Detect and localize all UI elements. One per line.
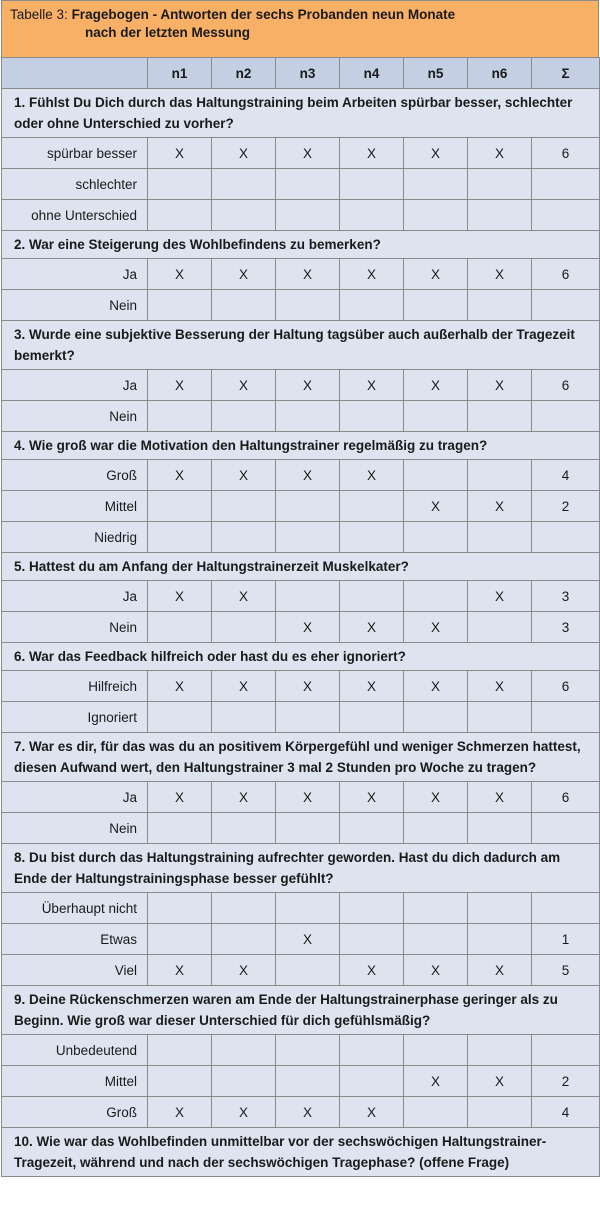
header-sum: Σ xyxy=(532,58,600,89)
table-container xyxy=(1,0,599,1177)
response-cell-n5 xyxy=(404,581,468,612)
response-cell-n3 xyxy=(276,893,340,924)
answer-row xyxy=(2,612,600,643)
sum-cell: 6 xyxy=(532,370,600,401)
header-n5: n5 xyxy=(404,58,468,89)
response-cell-n4 xyxy=(340,893,404,924)
response-cell-n1 xyxy=(148,813,212,844)
response-cell-n4 xyxy=(340,200,404,231)
answer-row xyxy=(2,1066,600,1097)
response-cell-n4 xyxy=(340,581,404,612)
answer-label: spürbar besser xyxy=(2,138,148,169)
answer-label: Nein xyxy=(2,813,148,844)
response-cell-n2 xyxy=(212,893,276,924)
response-cell-n1: X xyxy=(148,259,212,290)
response-cell-n1: X xyxy=(148,1097,212,1128)
answer-row xyxy=(2,1035,600,1066)
response-cell-n3 xyxy=(276,491,340,522)
response-cell-n1: X xyxy=(148,581,212,612)
response-cell-n5: X xyxy=(404,491,468,522)
question-row xyxy=(2,1128,600,1177)
response-cell-n2: X xyxy=(212,259,276,290)
response-cell-n2: X xyxy=(212,782,276,813)
response-cell-n3 xyxy=(276,522,340,553)
response-cell-n6 xyxy=(468,1097,532,1128)
sum-cell: 6 xyxy=(532,782,600,813)
response-cell-n2 xyxy=(212,1066,276,1097)
response-cell-n1 xyxy=(148,401,212,432)
response-cell-n5 xyxy=(404,290,468,321)
header-blank xyxy=(2,58,148,89)
response-cell-n3 xyxy=(276,813,340,844)
response-cell-n2: X xyxy=(212,370,276,401)
answer-label: Ja xyxy=(2,782,148,813)
answer-row xyxy=(2,522,600,553)
response-cell-n6 xyxy=(468,401,532,432)
sum-cell: 6 xyxy=(532,138,600,169)
response-cell-n1 xyxy=(148,169,212,200)
sum-cell xyxy=(532,522,600,553)
response-cell-n2: X xyxy=(212,138,276,169)
response-cell-n5: X xyxy=(404,1066,468,1097)
response-cell-n4 xyxy=(340,702,404,733)
sum-cell: 3 xyxy=(532,581,600,612)
response-cell-n2 xyxy=(212,522,276,553)
response-cell-n2: X xyxy=(212,581,276,612)
response-cell-n1 xyxy=(148,702,212,733)
response-cell-n3: X xyxy=(276,370,340,401)
answer-row xyxy=(2,491,600,522)
caption-line1: Fragebogen - Antworten der sechs Probanden neun Monate xyxy=(71,7,456,22)
sum-cell xyxy=(532,893,600,924)
response-cell-n1: X xyxy=(148,370,212,401)
response-cell-n3 xyxy=(276,1035,340,1066)
response-cell-n4 xyxy=(340,401,404,432)
answer-row xyxy=(2,370,600,401)
response-cell-n3 xyxy=(276,581,340,612)
response-cell-n5 xyxy=(404,1097,468,1128)
response-cell-n3: X xyxy=(276,259,340,290)
response-cell-n6 xyxy=(468,924,532,955)
response-cell-n4 xyxy=(340,522,404,553)
answer-label: Etwas xyxy=(2,924,148,955)
questionnaire-table xyxy=(1,57,600,1177)
response-cell-n3 xyxy=(276,955,340,986)
sum-cell xyxy=(532,169,600,200)
answer-row xyxy=(2,782,600,813)
header-n2: n2 xyxy=(212,58,276,89)
response-cell-n5 xyxy=(404,401,468,432)
response-cell-n3 xyxy=(276,702,340,733)
answer-row xyxy=(2,401,600,432)
response-cell-n6: X xyxy=(468,259,532,290)
response-cell-n4: X xyxy=(340,370,404,401)
response-cell-n4: X xyxy=(340,612,404,643)
answer-row xyxy=(2,924,600,955)
sum-cell xyxy=(532,200,600,231)
response-cell-n5: X xyxy=(404,955,468,986)
sum-cell: 6 xyxy=(532,259,600,290)
response-cell-n3 xyxy=(276,290,340,321)
response-cell-n1 xyxy=(148,491,212,522)
response-cell-n2 xyxy=(212,813,276,844)
response-cell-n6 xyxy=(468,893,532,924)
answer-label: Ignoriert xyxy=(2,702,148,733)
response-cell-n1 xyxy=(148,200,212,231)
sum-cell: 4 xyxy=(532,460,600,491)
response-cell-n2: X xyxy=(212,1097,276,1128)
response-cell-n4 xyxy=(340,1066,404,1097)
answer-row xyxy=(2,581,600,612)
question-row xyxy=(2,89,600,138)
response-cell-n5 xyxy=(404,1035,468,1066)
response-cell-n3: X xyxy=(276,138,340,169)
answer-label: ohne Unterschied xyxy=(2,200,148,231)
response-cell-n2: X xyxy=(212,671,276,702)
response-cell-n5 xyxy=(404,522,468,553)
response-cell-n3: X xyxy=(276,1097,340,1128)
response-cell-n4 xyxy=(340,491,404,522)
response-cell-n1 xyxy=(148,1066,212,1097)
answer-label: Groß xyxy=(2,1097,148,1128)
response-cell-n5 xyxy=(404,924,468,955)
response-cell-n2 xyxy=(212,401,276,432)
response-cell-n4: X xyxy=(340,1097,404,1128)
response-cell-n4 xyxy=(340,924,404,955)
response-cell-n2 xyxy=(212,612,276,643)
answer-label: Nein xyxy=(2,290,148,321)
sum-cell: 1 xyxy=(532,924,600,955)
answer-row xyxy=(2,671,600,702)
response-cell-n2 xyxy=(212,200,276,231)
response-cell-n5: X xyxy=(404,782,468,813)
response-cell-n3: X xyxy=(276,612,340,643)
sum-cell xyxy=(532,702,600,733)
response-cell-n1: X xyxy=(148,955,212,986)
response-cell-n1 xyxy=(148,290,212,321)
response-cell-n6 xyxy=(468,702,532,733)
response-cell-n6 xyxy=(468,612,532,643)
sum-cell: 2 xyxy=(532,491,600,522)
answer-row xyxy=(2,702,600,733)
response-cell-n4 xyxy=(340,290,404,321)
sum-cell xyxy=(532,813,600,844)
response-cell-n6 xyxy=(468,200,532,231)
question-text: 2. War eine Steigerung des Wohlbefindens zu bemerken? xyxy=(2,231,600,259)
sum-cell: 4 xyxy=(532,1097,600,1128)
response-cell-n2: X xyxy=(212,955,276,986)
answer-row xyxy=(2,290,600,321)
answer-label: Mittel xyxy=(2,1066,148,1097)
question-row xyxy=(2,844,600,893)
response-cell-n5: X xyxy=(404,370,468,401)
response-cell-n6 xyxy=(468,460,532,491)
sum-cell xyxy=(532,401,600,432)
question-text: 10. Wie war das Wohlbefinden unmittelbar vor der sechswöchigen Haltungstrainer-Tragezeit, während und nach der sechswöchigen Tragephase? (offene Frage) xyxy=(2,1128,600,1177)
answer-row xyxy=(2,955,600,986)
response-cell-n3 xyxy=(276,169,340,200)
response-cell-n4 xyxy=(340,1035,404,1066)
answer-row xyxy=(2,460,600,491)
question-row xyxy=(2,553,600,581)
response-cell-n6: X xyxy=(468,671,532,702)
caption-label: Tabelle 3: xyxy=(10,7,68,22)
answer-label: Ja xyxy=(2,259,148,290)
response-cell-n1 xyxy=(148,522,212,553)
answer-row xyxy=(2,259,600,290)
caption-line2: nach der letzten Messung xyxy=(85,25,251,40)
response-cell-n3: X xyxy=(276,782,340,813)
question-text: 4. Wie groß war die Motivation den Haltungstrainer regelmäßig zu tragen? xyxy=(2,432,600,460)
question-text: 9. Deine Rückenschmerzen waren am Ende der Haltungstrainerphase geringer als zu Beginn. Wie groß war dieser Unterschied für dich gefühlsmäßig? xyxy=(2,986,600,1035)
response-cell-n3 xyxy=(276,401,340,432)
table-body xyxy=(2,89,600,1177)
response-cell-n6: X xyxy=(468,581,532,612)
response-cell-n2 xyxy=(212,924,276,955)
answer-label: Unbedeutend xyxy=(2,1035,148,1066)
question-text: 3. Wurde eine subjektive Besserung der Haltung tagsüber auch außerhalb der Tragezeit bemerkt? xyxy=(2,321,600,370)
response-cell-n4: X xyxy=(340,671,404,702)
sum-cell: 3 xyxy=(532,612,600,643)
response-cell-n1 xyxy=(148,612,212,643)
response-cell-n5 xyxy=(404,460,468,491)
response-cell-n6 xyxy=(468,1035,532,1066)
response-cell-n4 xyxy=(340,169,404,200)
answer-label: Ja xyxy=(2,370,148,401)
response-cell-n5 xyxy=(404,702,468,733)
response-cell-n3: X xyxy=(276,671,340,702)
response-cell-n6 xyxy=(468,290,532,321)
response-cell-n4: X xyxy=(340,259,404,290)
response-cell-n1: X xyxy=(148,138,212,169)
answer-row xyxy=(2,893,600,924)
sum-cell: 6 xyxy=(532,671,600,702)
response-cell-n4: X xyxy=(340,460,404,491)
header-n6: n6 xyxy=(468,58,532,89)
response-cell-n3 xyxy=(276,1066,340,1097)
question-text: 5. Hattest du am Anfang der Haltungstrainerzeit Muskelkater? xyxy=(2,553,600,581)
answer-label: Nein xyxy=(2,612,148,643)
response-cell-n3: X xyxy=(276,460,340,491)
question-row xyxy=(2,231,600,259)
answer-label: Ja xyxy=(2,581,148,612)
response-cell-n5 xyxy=(404,169,468,200)
response-cell-n3: X xyxy=(276,924,340,955)
question-row xyxy=(2,321,600,370)
response-cell-n5 xyxy=(404,200,468,231)
response-cell-n2 xyxy=(212,169,276,200)
question-row xyxy=(2,432,600,460)
answer-label: schlechter xyxy=(2,169,148,200)
response-cell-n4 xyxy=(340,813,404,844)
response-cell-n5: X xyxy=(404,671,468,702)
question-text: 6. War das Feedback hilfreich oder hast du es eher ignoriert? xyxy=(2,643,600,671)
sum-cell: 2 xyxy=(532,1066,600,1097)
response-cell-n2: X xyxy=(212,460,276,491)
answer-row xyxy=(2,138,600,169)
answer-label: Groß xyxy=(2,460,148,491)
response-cell-n1 xyxy=(148,1035,212,1066)
response-cell-n5 xyxy=(404,813,468,844)
header-row xyxy=(2,58,600,89)
response-cell-n1: X xyxy=(148,460,212,491)
response-cell-n5: X xyxy=(404,612,468,643)
sum-cell xyxy=(532,1035,600,1066)
response-cell-n4: X xyxy=(340,782,404,813)
table-caption xyxy=(1,0,599,57)
question-text: 8. Du bist durch das Haltungstraining aufrechter geworden. Hast du dich dadurch am Ende der Haltungstrainingsphase besser gefühlt? xyxy=(2,844,600,893)
response-cell-n6: X xyxy=(468,1066,532,1097)
response-cell-n6: X xyxy=(468,491,532,522)
response-cell-n2 xyxy=(212,290,276,321)
sum-cell: 5 xyxy=(532,955,600,986)
question-text: 1. Fühlst Du Dich durch das Haltungstraining beim Arbeiten spürbar besser, schlechter oder ohne Unterschied zu vorher? xyxy=(2,89,600,138)
header-n3: n3 xyxy=(276,58,340,89)
header-n4: n4 xyxy=(340,58,404,89)
answer-label: Nein xyxy=(2,401,148,432)
answer-label: Niedrig xyxy=(2,522,148,553)
answer-row xyxy=(2,813,600,844)
response-cell-n1: X xyxy=(148,671,212,702)
response-cell-n5: X xyxy=(404,259,468,290)
answer-row xyxy=(2,169,600,200)
response-cell-n6: X xyxy=(468,782,532,813)
response-cell-n2 xyxy=(212,491,276,522)
response-cell-n1: X xyxy=(148,782,212,813)
sum-cell xyxy=(532,290,600,321)
response-cell-n5 xyxy=(404,893,468,924)
answer-row xyxy=(2,1097,600,1128)
answer-label: Mittel xyxy=(2,491,148,522)
answer-label: Viel xyxy=(2,955,148,986)
response-cell-n2 xyxy=(212,1035,276,1066)
answer-label: Hilfreich xyxy=(2,671,148,702)
response-cell-n5: X xyxy=(404,138,468,169)
response-cell-n2 xyxy=(212,702,276,733)
response-cell-n4: X xyxy=(340,955,404,986)
header-n1: n1 xyxy=(148,58,212,89)
response-cell-n6 xyxy=(468,813,532,844)
response-cell-n1 xyxy=(148,924,212,955)
response-cell-n6: X xyxy=(468,370,532,401)
question-row xyxy=(2,643,600,671)
question-row xyxy=(2,733,600,782)
answer-label: Überhaupt nicht xyxy=(2,893,148,924)
response-cell-n6: X xyxy=(468,955,532,986)
response-cell-n3 xyxy=(276,200,340,231)
response-cell-n1 xyxy=(148,893,212,924)
response-cell-n6 xyxy=(468,169,532,200)
question-text: 7. War es dir, für das was du an positivem Körpergefühl und weniger Schmerzen hattest, diesen Aufwand wert, den Haltungstrainer 3 mal 2 Stunden pro Woche zu tragen? xyxy=(2,733,600,782)
question-row xyxy=(2,986,600,1035)
response-cell-n4: X xyxy=(340,138,404,169)
response-cell-n6 xyxy=(468,522,532,553)
answer-row xyxy=(2,200,600,231)
response-cell-n6: X xyxy=(468,138,532,169)
